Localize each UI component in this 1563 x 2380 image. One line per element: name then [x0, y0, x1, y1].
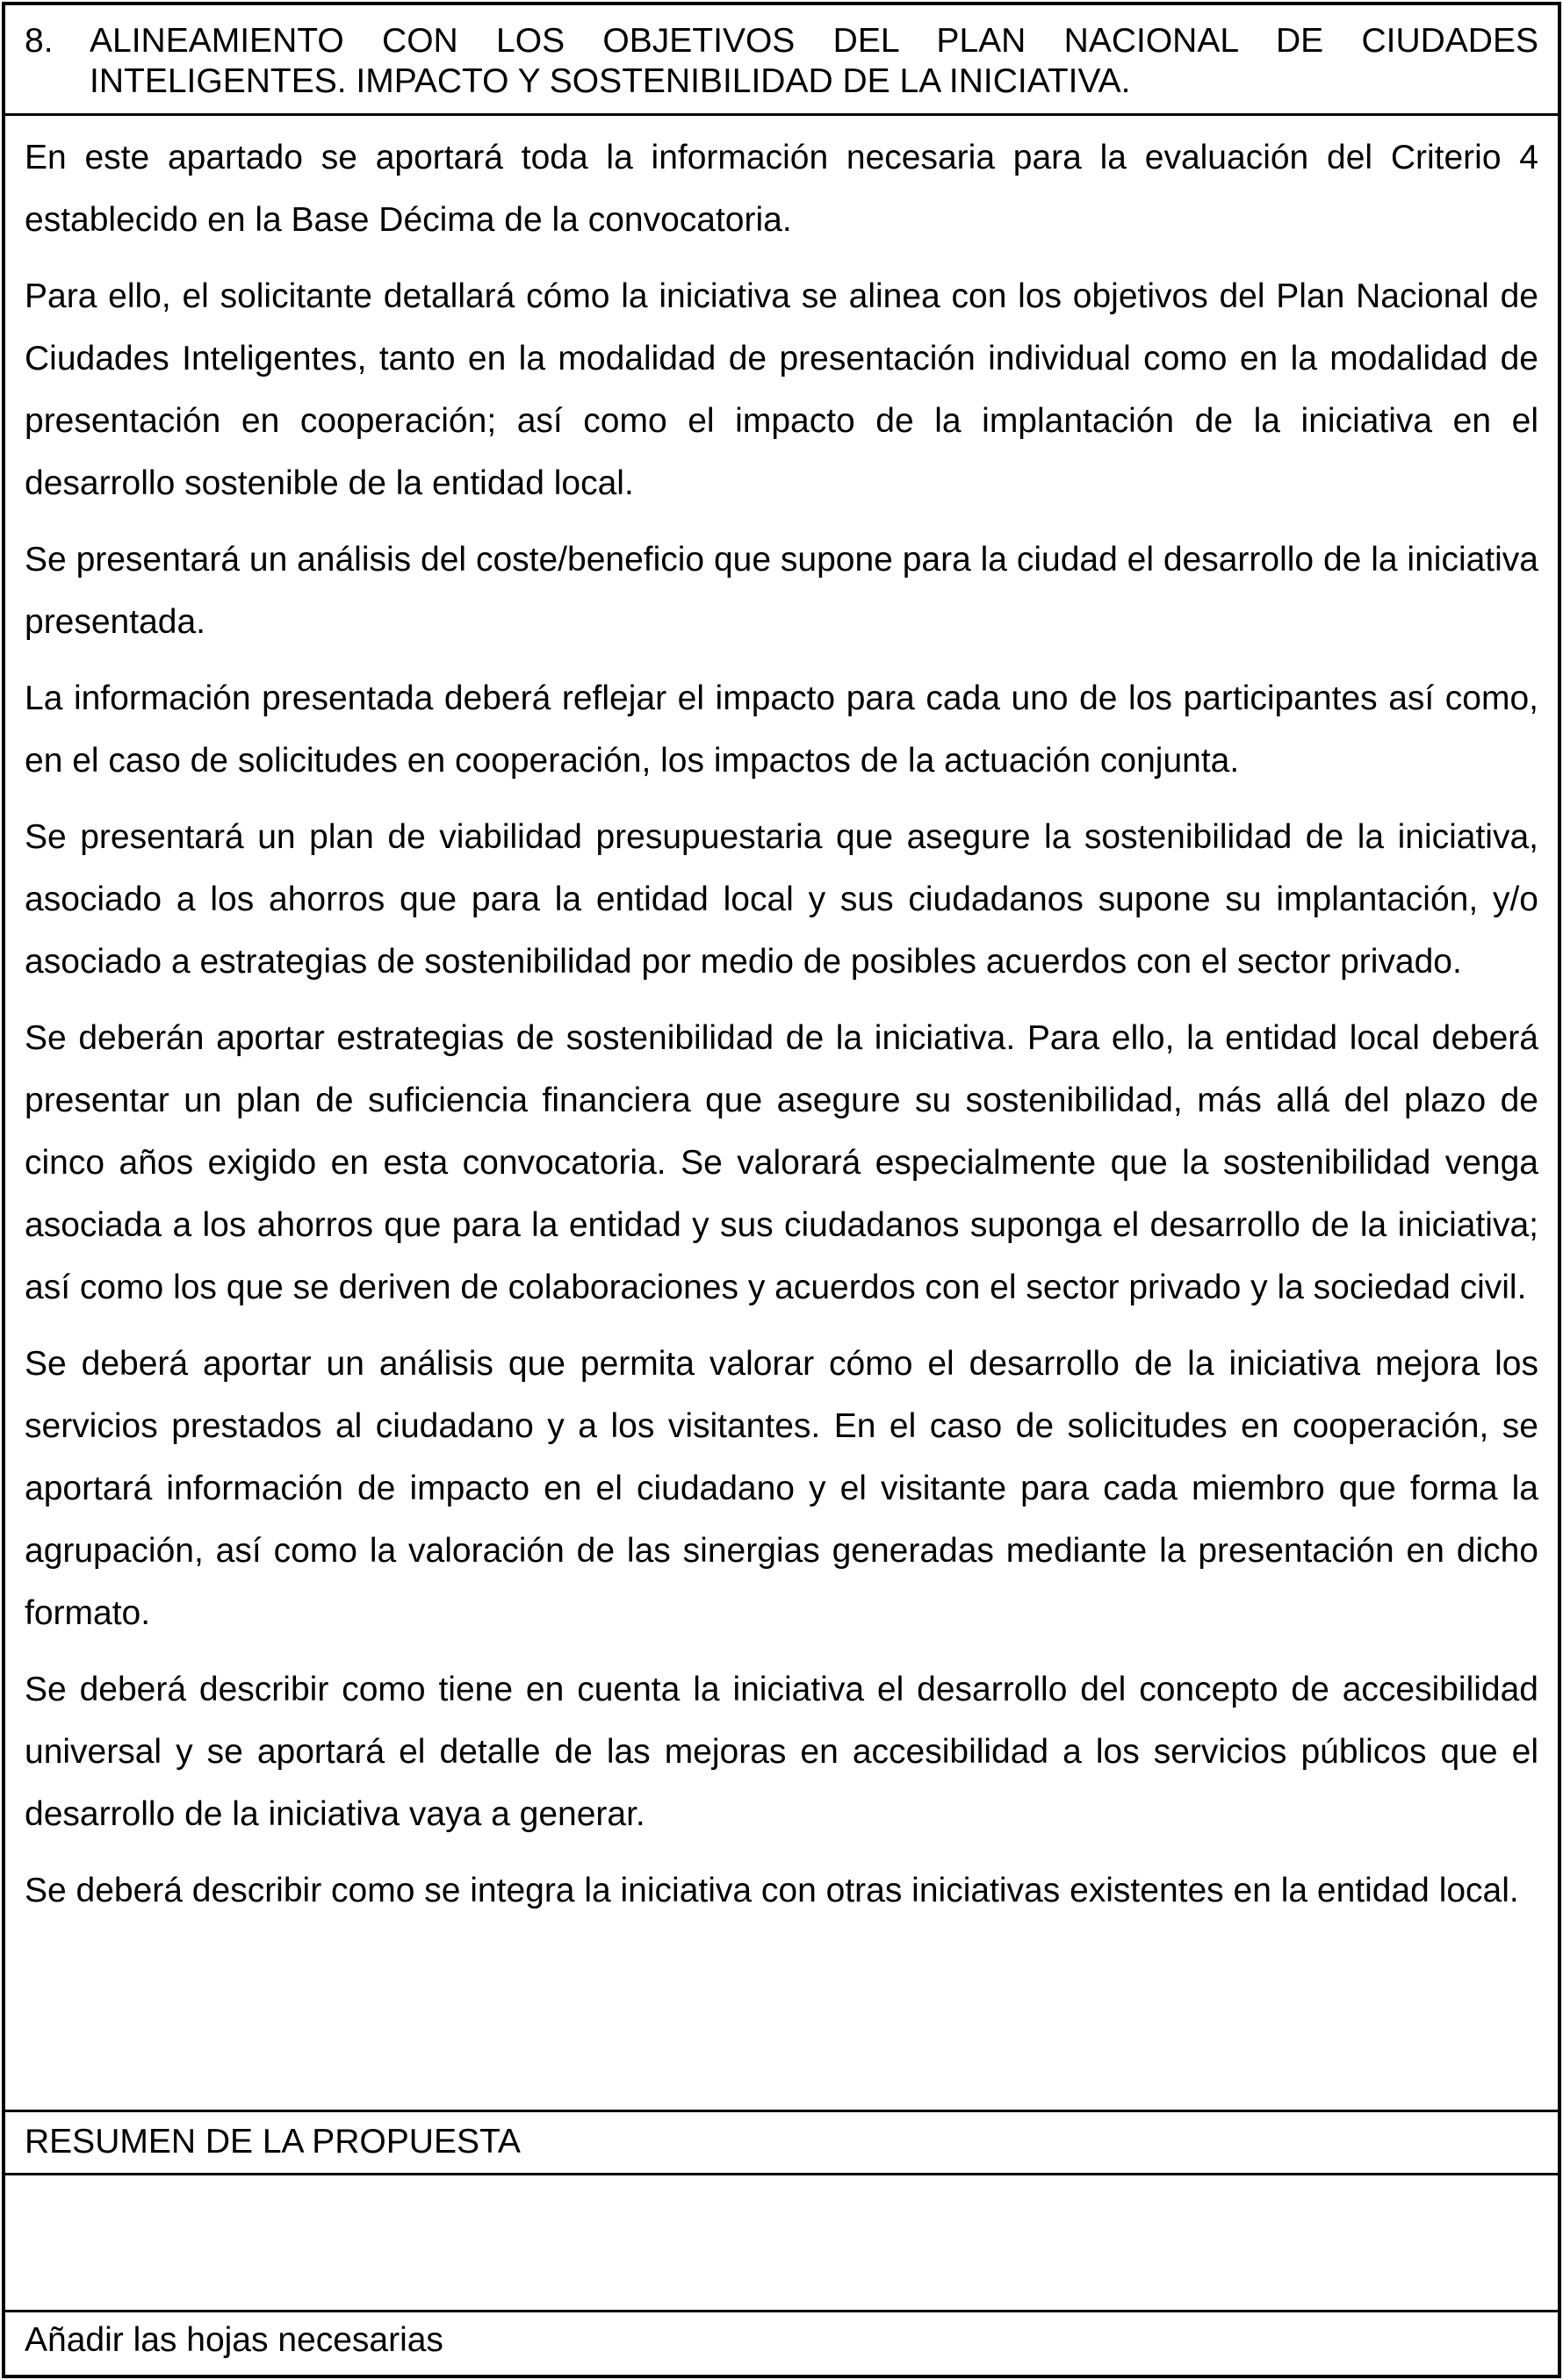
footer-cell [5, 2312, 1558, 2375]
summary-label-cell [5, 2112, 1558, 2175]
instruction-paragraph: Se deberá aportar un análisis que permita valorar cómo el desarrollo de la iniciativa mejora los servicios prestados al ciudadano y a los visitantes. En el caso de solicitudes en cooperación, se aportará información de impacto en el ciudadano y el visitante para cada miembro que forma la agrupación, así como la valoración de las sinergias generadas mediante la presentación en dicho formato. [25, 1345, 1538, 1632]
instruction-paragraph: Se presentará un plan de viabilidad presupuestaria que asegure la sostenibilidad de la iniciativa, asociado a los ahorros que para la entidad local y sus ciudadanos supone su implantación, y/o asociado a estrategias de sostenibilidad por medio de posibles acuerdos con el sector privado. [25, 818, 1538, 981]
instruction-paragraph: En este apartado se aportará toda la información necesaria para la evaluación del Criterio 4 establecido en la Base Décima de la convocatoria. [25, 139, 1538, 239]
instruction-paragraph: Se deberá describir como se integra la iniciativa con otras iniciativas existentes en la entidad local. [25, 1872, 1519, 1909]
summary-input-cell[interactable] [5, 2175, 1558, 2312]
section-title: ALINEAMIENTO CON LOS OBJETIVOS DEL PLAN NACIONAL DE CIUDADES INTELIGENTES. IMPACTO Y SOSTENIBILIDAD DE LA INICIATIVA. [90, 22, 1538, 100]
form-section-table [2, 2, 1561, 2378]
instruction-paragraph: Para ello, el solicitante detallará cómo la iniciativa se alinea con los objetivos del Plan Nacional de Ciudades Inteligentes, tanto en la modalidad de presentación individual como en la modalidad de presentación en cooperación; así como el impacto de la implantación de la iniciativa en el desarrollo sostenible de la entidad local. [25, 277, 1538, 502]
section-header [5, 5, 1558, 116]
instruction-paragraph: La información presentada deberá reflejar el impacto para cada uno de los participantes así como, en el caso de solicitudes en cooperación, los impactos de la actuación conjunta. [25, 679, 1538, 780]
instructions-cell [5, 116, 1558, 2112]
summary-label: RESUMEN DE LA PROPUESTA [25, 2123, 521, 2161]
instruction-paragraph: Se deberá describir como tiene en cuenta la iniciativa el desarrollo del concepto de accesibilidad universal y se aportará el detalle de las mejoras en accesibilidad a los servicios públicos que el desarrollo de la iniciativa vaya a generar. [25, 1671, 1538, 1833]
footer-note: Añadir las hojas necesarias [25, 2321, 443, 2359]
instruction-paragraph: Se deberán aportar estrategias de sostenibilidad de la iniciativa. Para ello, la entidad local deberá presentar un plan de suficiencia financiera que asegure su sostenibilidad, más allá del plazo de cinco años exigido en esta convocatoria. Se valorará especialmente que la sostenibilidad venga asociada a los ahorros que para la entidad y sus ciudadanos suponga el desarrollo de la iniciativa; así como los que se deriven de colaboraciones y acuerdos con el sector privado y la sociedad civil. [25, 1019, 1538, 1306]
instruction-paragraph: Se presentará un análisis del coste/beneficio que supone para la ciudad el desarrollo de la iniciativa presentada. [25, 541, 1538, 641]
summary-input[interactable] [5, 2175, 1558, 2310]
section-number: 8. [25, 22, 54, 60]
